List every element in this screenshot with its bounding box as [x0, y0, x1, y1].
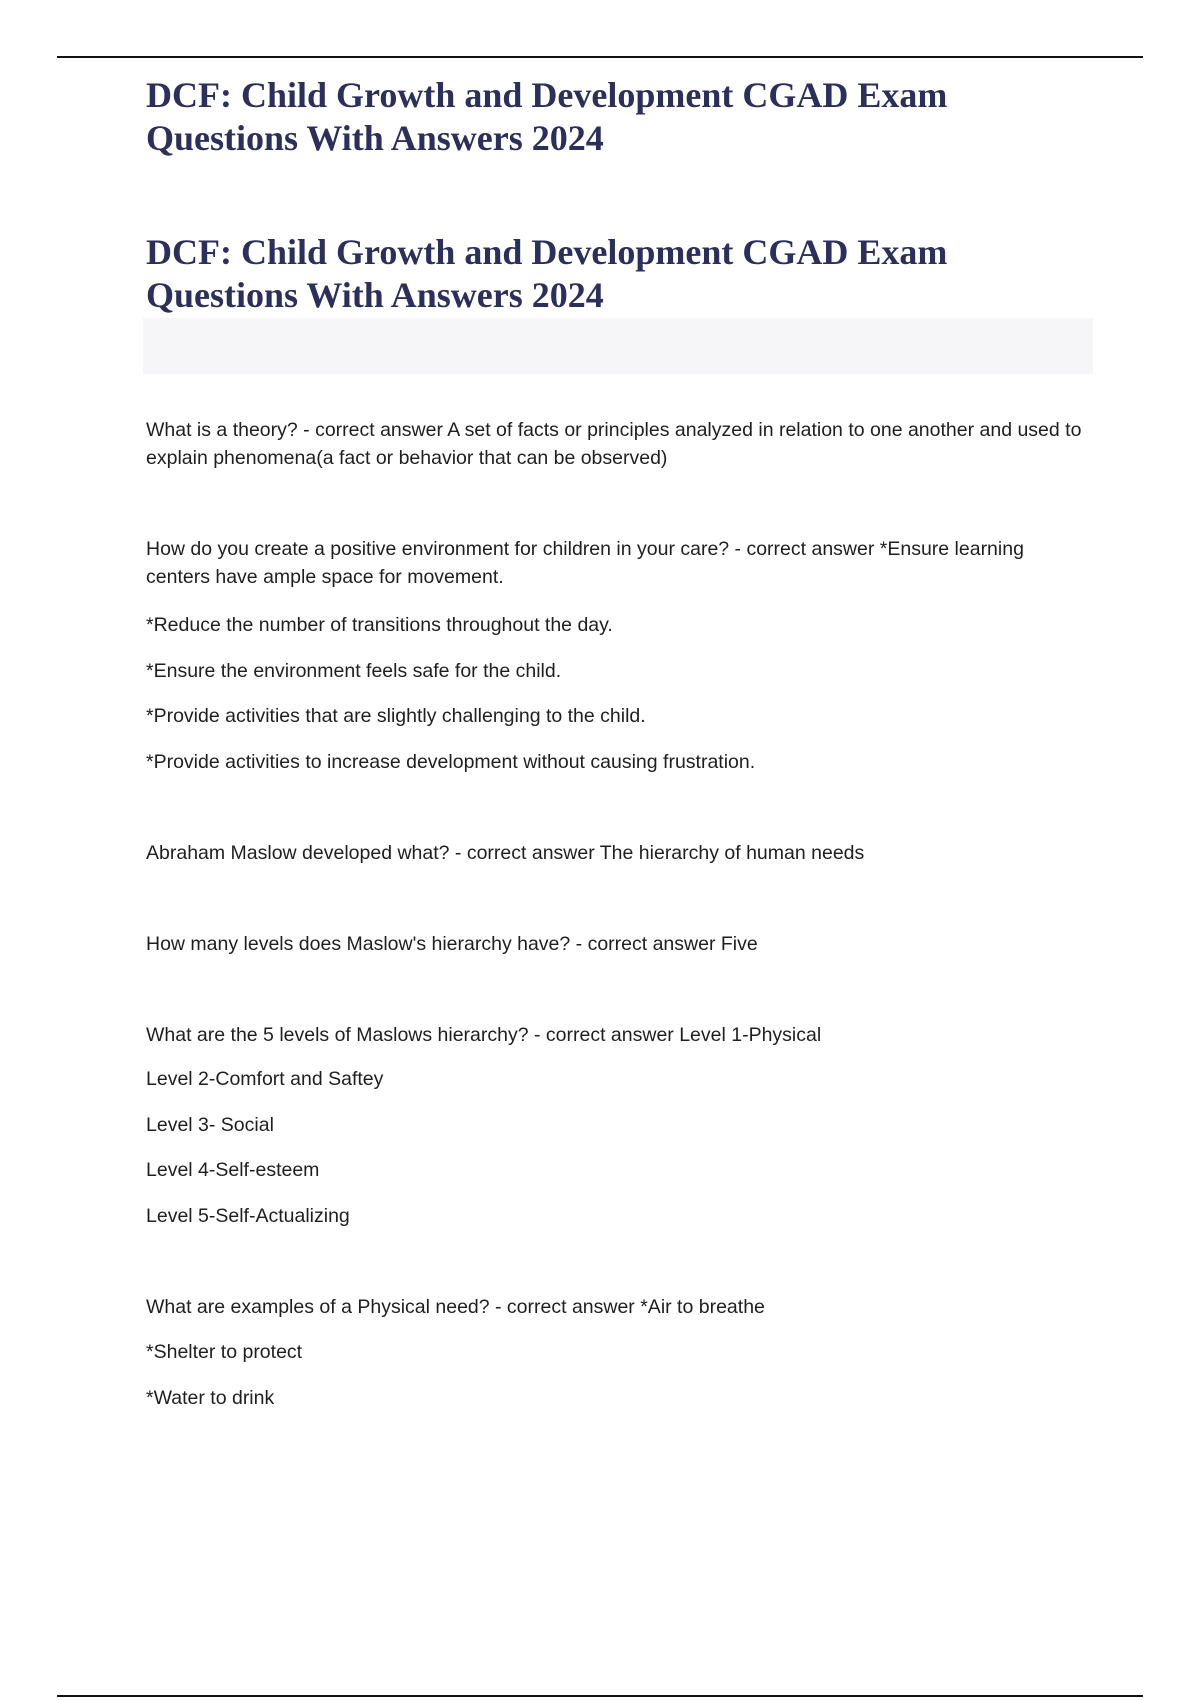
shaded-band	[143, 318, 1093, 374]
bottom-rule	[57, 1695, 1143, 1697]
answer-line: *Water to drink	[146, 1387, 275, 1409]
qa-item-maslow: Abraham Maslow developed what? - correct answer The hierarchy of human needs	[146, 842, 865, 864]
qa-item-levels-count: How many levels does Maslow's hierarchy have? - correct answer Five	[146, 933, 758, 955]
answer-line: *Provide activities that are slightly challenging to the child.	[146, 705, 646, 727]
answer-line: *Reduce the number of transitions throughout the day.	[146, 614, 613, 636]
answer-line: Level 3- Social	[146, 1114, 274, 1136]
qa-item-theory: What is a theory? - correct answer A set of facts or principles analyzed in relation to one another and used to explain phenomena(a fact or behavior that can be observed)	[146, 419, 1082, 469]
answer-line: *Ensure the environment feels safe for the child.	[146, 660, 562, 682]
answer-line: *Provide activities to increase development without causing frustration.	[146, 751, 756, 773]
qa-item-positive-environment: How do you create a positive environment for children in your care? - correct answer *Ensure learning centers have ample space for movement.	[146, 538, 1024, 588]
answer-line: Level 2-Comfort and Saftey	[146, 1068, 384, 1090]
top-rule	[57, 56, 1143, 58]
document-title-repeat: DCF: Child Growth and Development CGAD Exam Questions With Answers 2024	[146, 232, 948, 315]
document-title: DCF: Child Growth and Development CGAD Exam Questions With Answers 2024	[146, 75, 948, 158]
answer-line: Level 4-Self-esteem	[146, 1159, 320, 1181]
answer-line: *Shelter to protect	[146, 1341, 303, 1363]
qa-item-five-levels: What are the 5 levels of Maslows hierarchy? - correct answer Level 1-Physical	[146, 1024, 822, 1046]
qa-item-physical-need: What are examples of a Physical need? - correct answer *Air to breathe	[146, 1296, 765, 1318]
answer-line: Level 5-Self-Actualizing	[146, 1205, 350, 1227]
